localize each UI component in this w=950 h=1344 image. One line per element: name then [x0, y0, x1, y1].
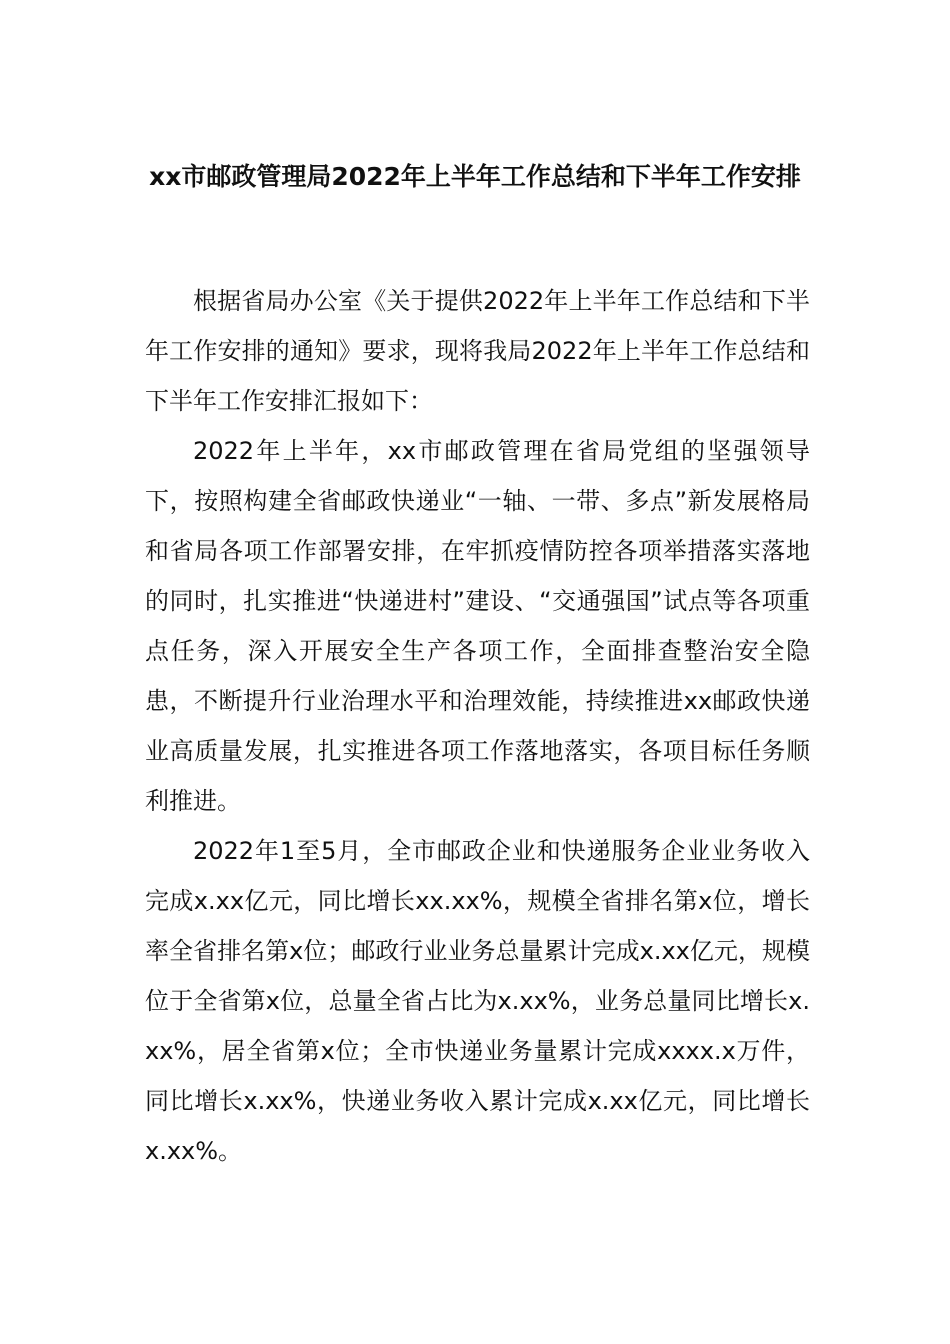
paragraph-intro: 根据省局办公室《关于提供2022年上半年工作总结和下半年工作安排的通知》要求，现将我局2022年上半年工作总结和下半年工作安排汇报如下： [145, 287, 810, 415]
document-body [145, 276, 810, 1176]
paragraph-overview: 2022年上半年，xx市邮政管理在省局党组的坚强领导下，按照构建全省邮政快递业“一轴、一带、多点”新发展格局和省局各项工作部署安排，在牢抓疫情防控各项举措落实落地的同时，扎实推进“快递进村”建设、“交通强国”试点等各项重点任务，深入开展安全生产各项工作，全面排查整治安全隐患，不断提升行业治理水平和治理效能，持续推进xx邮政快递业高质量发展，扎实推进各项工作落地落实，各项目标任务顺利推进。 [145, 437, 810, 815]
document-title: xx市邮政管理局2022年上半年工作总结和下半年工作安排 [149, 162, 801, 191]
paragraph-statistics: 2022年1至5月，全市邮政企业和快递服务企业业务收入完成x.xx亿元，同比增长xx.xx%，规模全省排名第x位，增长率全省排名第x位；邮政行业业务总量累计完成x.xx亿元，规模位于全省第x位，总量全省占比为x.xx%，业务总量同比增长x.xx%，居全省第x位；全市快递业务量累计完成xxxx.x万件，同比增长x.xx%，快递业务收入累计完成x.xx亿元，同比增长x.xx%。 [145, 837, 810, 1165]
